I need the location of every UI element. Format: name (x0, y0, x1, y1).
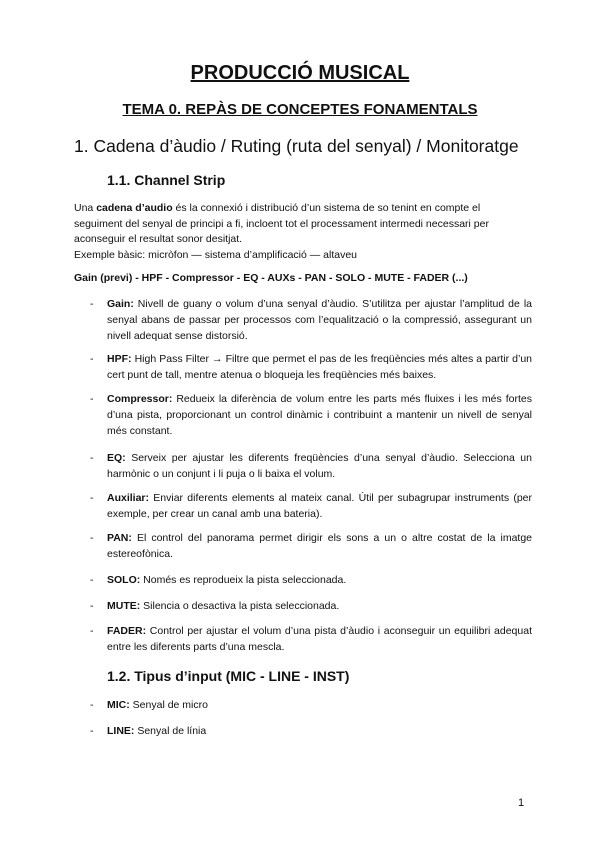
list-item-desc: Només es reprodueix la pista seleccionada. (140, 574, 347, 586)
list-dash: - (90, 393, 94, 405)
example-line: Exemple bàsic: micròfon — sistema d’amplificació — altaveu (74, 248, 358, 261)
list-item (90, 530, 532, 562)
list-dash: - (90, 699, 94, 711)
list-dash: - (90, 725, 94, 737)
intro-text-pre: Una (74, 202, 97, 214)
list-dash: - (90, 353, 94, 365)
section-heading: 1. Cadena d’àudio / Ruting (ruta del senyal) / Monitoratge (74, 136, 519, 156)
list-item-desc: Serveix per ajustar les diferents freqüències d’una senyal d’àudio. Selecciona un harmònic o un conjunt i li puja o li baixa el volum. (107, 452, 532, 480)
list-item-text (107, 572, 532, 588)
list-item-desc: Senyal de micro (129, 699, 208, 711)
list-item-term: SOLO: (107, 574, 141, 586)
list-item (90, 572, 532, 588)
document-subtitle: TEMA 0. REPÀS DE CONCEPTES FONAMENTALS (122, 101, 478, 118)
page-number: 1 (518, 797, 525, 809)
list-item (90, 391, 532, 439)
list-item-text (107, 391, 532, 439)
list-dash: - (90, 532, 94, 544)
list-item-term: EQ: (107, 452, 126, 464)
list-item (90, 598, 532, 614)
intro-term: cadena d’audio (96, 202, 173, 214)
list-item-term: MUTE: (107, 600, 141, 612)
document-title: PRODUCCIÓ MUSICAL (190, 62, 410, 84)
list-item-desc: Control per ajustar el volum d’una pista d’àudio i aconseguir un equilibri adequat entre les diferents parts d’una mescla. (107, 625, 532, 653)
signal-chain: Gain (previ) - HPF - Compressor - EQ - AUXs - PAN - SOLO - MUTE - FADER (...) (74, 272, 468, 284)
list-dash: - (90, 298, 94, 310)
list-item (90, 697, 532, 713)
list-item-text (107, 598, 532, 614)
list-item-desc: El control del panorama permet dirigir els sons a un o altre costat de la imatge estereofònica. (107, 532, 532, 560)
list-item-term: Auxiliar: (107, 492, 150, 504)
list-item-term: FADER: (107, 625, 147, 637)
list-item-desc: Enviar diferents elements al mateix canal. Útil per subagrupar instruments (per exemple, per crear un canal amb una bateria). (107, 492, 532, 520)
list-item-text (107, 351, 532, 383)
list-item-term: MIC: (107, 699, 130, 711)
intro-text-post: és la connexió i distribució d’un sistema de so tenint en compte el seguiment del senyal de principi a fi, incloent tot el processament intermedi necessari per aconseguir el resultat sonor desitjat. (74, 202, 489, 246)
list-item-desc: Redueix la diferència de volum entre les parts més fluixes i les més fortes d’una pista, proporcionant un control dinàmic i contribuint a mantenir un nivell de senyal més constant. (107, 393, 532, 437)
list-item-term: Compressor: (107, 393, 173, 405)
list-dash: - (90, 452, 94, 464)
list-item-text (107, 450, 532, 482)
list-item (90, 623, 532, 655)
list-item-desc: Silencia o desactiva la pista seleccionada. (140, 600, 340, 612)
list-item (90, 723, 532, 739)
list-item (90, 296, 532, 344)
subsection-heading-channel-strip: 1.1. Channel Strip (107, 172, 226, 188)
list-item-desc: High Pass Filter → Filtre que permet el pas de les freqüències més altes a partir d’un cert punt de tall, mentre atenua o bloqueja les freqüències més baixes. (107, 353, 532, 381)
list-item-text (107, 697, 532, 713)
list-dash: - (90, 600, 94, 612)
list-dash: - (90, 574, 94, 586)
list-item-text (107, 723, 532, 739)
list-item-desc: Senyal de línia (134, 725, 207, 737)
list-item-text (107, 530, 532, 562)
list-item-text (107, 490, 532, 522)
list-item-term: Gain: (107, 298, 134, 310)
list-dash: - (90, 492, 94, 504)
list-item-term: HPF: (107, 353, 132, 365)
list-item-desc: Nivell de guany o volum d’una senyal d’àudio. S’utilitza per ajustar l’amplitud de la senyal abans de passar per processos com l’equalització o la compressió, assegurant un nivell adequat sense distorsió. (107, 298, 532, 342)
list-item (90, 351, 532, 383)
list-item-term: PAN: (107, 532, 132, 544)
subsection-heading-input-types: 1.2. Tipus d’input (MIC - LINE - INST) (107, 668, 350, 684)
list-dash: - (90, 625, 94, 637)
list-item (90, 450, 532, 482)
list-item-text (107, 296, 532, 344)
list-item-term: LINE: (107, 725, 135, 737)
list-item (90, 490, 532, 522)
intro-paragraph (74, 201, 530, 263)
list-item-text (107, 623, 532, 655)
